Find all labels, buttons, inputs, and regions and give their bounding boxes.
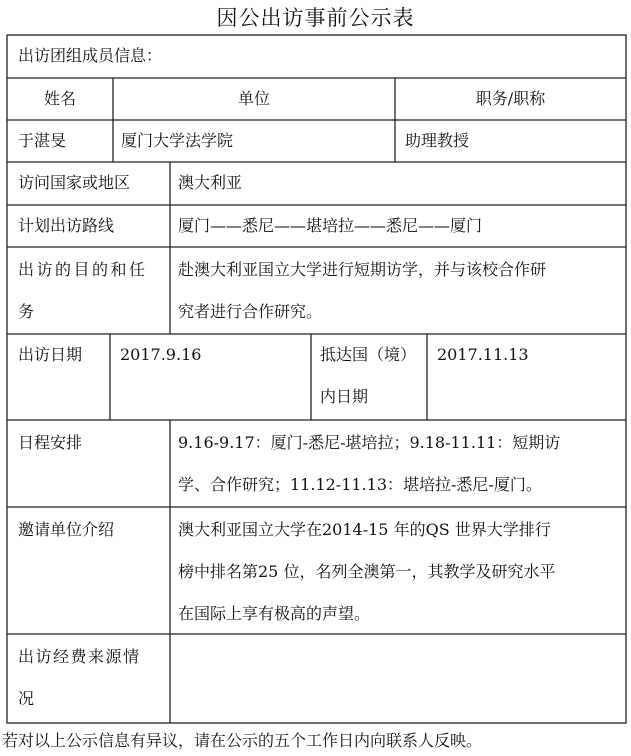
purpose-label-line1: 出访的目的和任 xyxy=(18,260,148,279)
member-position: 助理教授 xyxy=(405,131,470,150)
member-info-header: 出访团组成员信息： xyxy=(18,46,163,65)
page-title: 因公出访事前公示表 xyxy=(216,6,415,30)
schedule-value-line2: 学、合作研究；11.12-11.13：堪培拉-悉尼-厦门。 xyxy=(178,475,542,494)
country-label: 访问国家或地区 xyxy=(18,173,131,192)
depart-date-label: 出访日期 xyxy=(18,345,83,364)
purpose-value-line2: 究者进行合作研究。 xyxy=(178,302,323,321)
member-name: 于湛旻 xyxy=(18,131,67,150)
inviter-value-line1: 澳大利亚国立大学在2014-15 年的QS 世界大学排行 xyxy=(178,520,551,539)
route-label: 计划出访路线 xyxy=(18,216,115,235)
column-header-unit: 单位 xyxy=(237,89,270,108)
inviter-label: 邀请单位介绍 xyxy=(18,520,115,539)
inviter-value-line3: 在国际上享有极高的声望。 xyxy=(178,604,371,623)
arrive-date-value: 2017.11.13 xyxy=(437,345,529,364)
route-value: 厦门——悉尼——堪培拉——悉尼——厦门 xyxy=(178,216,483,235)
inviter-value-line2: 榜中排名第25 位，名列全澳第一，其教学及研究水平 xyxy=(178,562,556,581)
funding-label-line1: 出访经费来源情 xyxy=(18,647,141,666)
funding-label-line2: 况 xyxy=(18,689,35,708)
depart-date-value: 2017.9.16 xyxy=(120,345,202,364)
arrive-date-label-line1: 抵达国（境） xyxy=(320,345,417,364)
arrive-date-label-line2: 内日期 xyxy=(320,387,369,406)
schedule-value-line1: 9.16-9.17：厦门-悉尼-堪培拉；9.18-11.11：短期访 xyxy=(178,433,561,452)
country-value: 澳大利亚 xyxy=(178,173,243,192)
purpose-label-line2: 务 xyxy=(18,302,35,321)
purpose-value-line1: 赴澳大利亚国立大学进行短期访学，并与该校合作研 xyxy=(178,260,547,279)
schedule-label: 日程安排 xyxy=(18,433,83,452)
member-unit: 厦门大学法学院 xyxy=(121,131,234,150)
footer-note: 若对以上公示信息有异议，请在公示的五个工作日内向联系人反映。 xyxy=(2,731,483,750)
column-header-position: 职务/职称 xyxy=(475,89,546,108)
column-header-name: 姓名 xyxy=(43,89,76,108)
